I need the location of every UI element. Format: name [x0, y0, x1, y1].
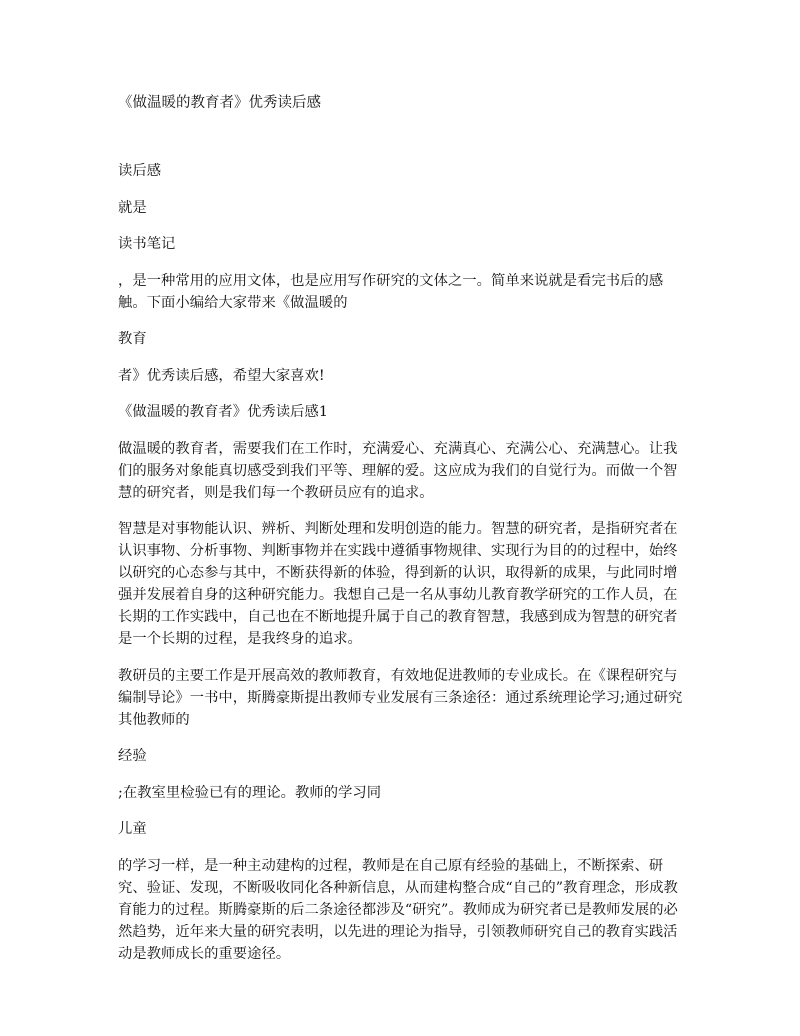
document-title: 《做温暖的教育者》优秀读后感	[118, 95, 321, 111]
paragraph: 《做温暖的教育者》优秀读后感1	[118, 404, 329, 420]
paragraph: 读书笔记	[118, 236, 176, 252]
paragraph: 智慧是对事物能认识、辨析、判断处理和发明创造的能力。智慧的研究者，是指研究者在认识事物、分析事物、判断事物并在实践中遵循事物规律、实现行为目的的过程中，始终以研究的心态参与其中，不断获得新的体验，得到新的认识，取得新的成果，与此同时增强并发展着自身的这种研究能力。我想自己是一名从事幼儿教育教学研究的工作人员，在长期的工作实践中，自己也在不断地提升属于自己的教育智慧，我感到成为智慧的研究者是一个长期的过程，是我终身的追求。	[118, 521, 678, 647]
paragraph: 经验	[118, 748, 147, 764]
paragraph: 教研员的主要工作是开展高效的教师教育，有效地促进教师的专业成长。在《课程研究与编制导论》一书中，斯腾豪斯提出教师专业发展有三条途径：通过系统理论学习;通过研究其他教师的	[118, 667, 683, 728]
paragraph: ;在教室里检验已有的理论。教师的学习同	[118, 784, 382, 801]
document-body	[118, 160, 688, 979]
paragraph: 者》优秀读后感，希望大家喜欢!	[118, 367, 325, 384]
paragraph: 就是	[118, 199, 147, 216]
paragraph: 做温暖的教育者，需要我们在工作时，充满爱心、充满真心、充满公心、充满慧心。让我们的服务对象能真切感受到我们平等、理解的爱。这应成为我们的自觉行为。而做一个智慧的研究者，则是我们每一个教研员应有的追求。	[118, 440, 678, 501]
paragraph: 儿童	[118, 821, 147, 837]
paragraph: ，是一种常用的应用文体，也是应用写作研究的文体之一。简单来说就是看完书后的感触。下面小编给大家带来《做温暖的	[118, 272, 664, 311]
paragraph: 教育	[118, 331, 147, 347]
paragraph: 的学习一样，是一种主动建构的过程，教师是在自己原有经验的基础上，不断探索、研究、验证、发现，不断吸收同化各种新信息，从而建构整合成“自己的”教育理念，形成教育能力的过程。斯腾豪斯的后二条途径都涉及“研究”。教师成为研究者已是教师发展的必然趋势，近年来大量的研究表明，以先进的理论为指导，引领教师研究自己的教育实践活动是教师成长的重要途径。	[118, 857, 678, 962]
paragraph: 读后感	[118, 163, 162, 179]
